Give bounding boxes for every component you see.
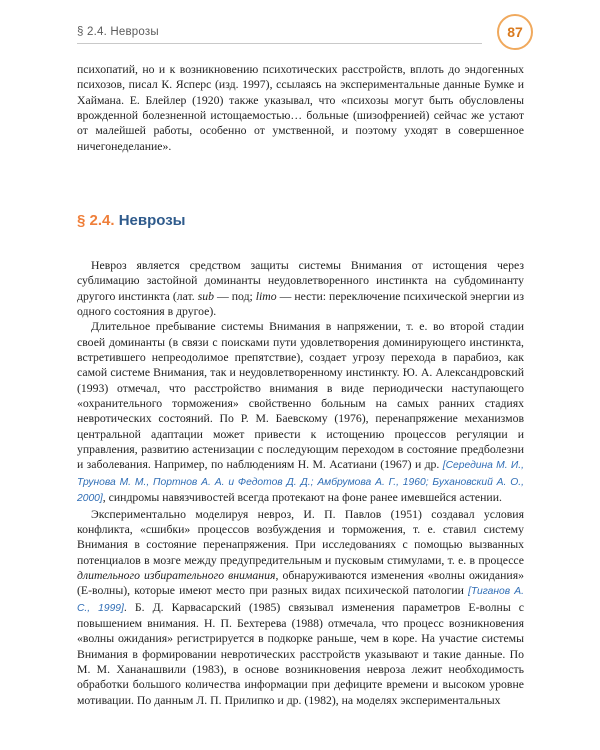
text-run: — нести: переключение психической энергии из одного состояния в другое). xyxy=(77,289,524,319)
paragraph xyxy=(77,507,524,708)
latin-term: limo xyxy=(255,289,277,303)
citation-link[interactable]: [Тиганов А. С., 1999] xyxy=(77,586,524,614)
paragraph xyxy=(77,258,524,319)
citation-link[interactable]: [Середина М. И., Трунова М. М., Портнов А. А. и Федотов Д. Д.; Амбрумова А. Г., 1960; Бухановский А. О., 2000] xyxy=(77,460,524,505)
text-run: Невроз является средством защиты системы Внимания от истощения через сублимацию застойной доминанты неудовлетворенного инстинкта на субдоминанту другого инстинкта (лат. xyxy=(77,259,524,303)
text-run: — под; xyxy=(214,289,256,303)
running-head: § 2.4. Неврозы xyxy=(77,26,159,38)
text-run: , синдромы навязчивостей всегда протекают на фоне ранее имевшейся астении. xyxy=(102,491,502,505)
header-rule xyxy=(77,43,482,44)
page-number-badge: 87 xyxy=(497,14,533,50)
section-heading xyxy=(77,212,186,229)
text-run: Длительное пребывание системы Внимания в напряжении, т. е. во второй стадии своей доминанты (в связи с поисками пути удовлетворения доминирующего инстинкта, встретившего непреодолимое препятствие), создает угрозу перехода в парабиоз, как самой системе Внимания, так и неудовлетворенному инстинкту. Ю. А. Александровский (1993) отмечал, что расстройство внимания в виде периодически наступающего «охранительного торможения» свойственно больным на самых ранних стадиях невротических состояний. По Р. М. Баевскому (1976), перенапряжение механизмов центральной адаптации может привести к истощению процессов регуляции и управления, развитию астенизации с последующим переходом в состояние предболезни и заболевания. Например, по наблюдениям Н. М. Асатиани (1967) и др. xyxy=(77,320,524,472)
section-number: § 2.4. xyxy=(77,212,115,229)
text-run: , обнаруживаются изменения «волны ожидания» (Е-волны), которые имеют место при разных видах психической патологии xyxy=(77,568,524,598)
section-body xyxy=(77,258,524,708)
paragraph: психопатий, но и к возникновению психотических расстройств, вплоть до эндогенных психозов, писал К. Ясперс (изд. 1997), ссылаясь на экспериментальные данные Бумке и Хаймана. Е. Блейлер (1920) также указывал, что «психозы могут быть обусловлены врожденной болезненной истощаемостью… больные (шизофренией) сейчас же устают от малейшей работы, особенно от умственной, и поэтому уходят в совершенное ничегонеделание». xyxy=(77,63,524,153)
continued-paragraph-block xyxy=(77,62,524,154)
emphasis: длительного избирательного внимания xyxy=(77,568,276,582)
latin-term: sub xyxy=(197,289,215,303)
text-run: . Б. Д. Карвасарский (1985) связывал изменения параметров Е-волны с повышением внимания. Н. П. Бехтерева (1988) отмечала, что процесс возникновения «волны ожидания» регистрируется в подкорке раньше, чем в коре. На участие системы Внимания в формировании невротических расстройств указывают и такие данные. По М. М. Хананашвили (1983), в основе возникновения невроза лежит необходимость обработки большого количества информации при дефиците времени и высоком уровне мотивации. По данным Л. П. Прилипко и др. (1982), на моделях экспериментальных xyxy=(77,600,524,707)
paragraph xyxy=(77,319,524,506)
text-run: Экспериментально моделируя невроз, И. П. Павлов (1951) создавал условия конфликта, «сшибки» процессов возбуждения и торможения, т. е. ставил систему Внимания в состояние перенапряжения. При исследованиях с помощью вызванных потенциалов в мозге между предупредительным и пусковым стимулами, т. е. в процессе xyxy=(77,507,524,567)
section-title: Неврозы xyxy=(118,212,186,229)
